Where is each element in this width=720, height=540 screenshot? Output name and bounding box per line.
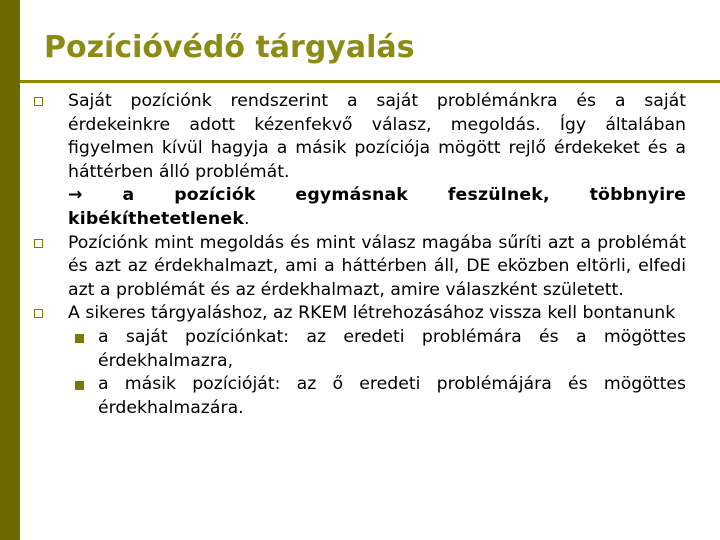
hollow-square-bullet-icon (34, 309, 43, 318)
slide-content (34, 90, 686, 420)
sub-bullet-2-text: a másik pozícióját: az ő eredeti problémájára és mögöttes érdekhalmazára. (98, 374, 686, 418)
bullet-1-emphasis (68, 184, 686, 231)
slide-title: Pozícióvédő tárgyalás (44, 30, 415, 65)
bullet-item-1 (34, 90, 686, 232)
bullet-2-text: Pozíciónk mint megoldás és mint válasz magába sűríti azt a problémát és azt az érdekhalmazt, ami a háttérben áll, DE eközben eltörli, elfedi azt a problémát és az érdekhalmazt, amire válaszként született. (68, 232, 686, 300)
left-accent-bar (0, 0, 20, 540)
bullet-1-emphasis-text: → a pozíciók egymásnak feszülnek, többnyire kibékíthetetlenek (68, 185, 686, 229)
hollow-square-bullet-icon (34, 97, 43, 106)
filled-square-bullet-icon (75, 381, 84, 390)
bullet-1-text: Saját pozíciónk rendszerint a saját problémánkra és a saját érdekeinkre adott kézenfekvő válasz, megoldás. Így általában figyelmen kívül hagyja a másik pozíciója mögött rejlő érdekeket és a háttérben álló problémát. (68, 91, 686, 182)
sub-bullet-1-text: a saját pozíciónkat: az eredeti problémára és a mögöttes érdekhalmazra, (98, 326, 686, 371)
bullet-1-emphasis-tail: . (244, 208, 250, 229)
sub-bullet-list (68, 326, 686, 420)
bullet-item-2 (34, 232, 686, 303)
title-underline (20, 80, 720, 83)
bullet-item-3 (34, 302, 686, 420)
sub-bullet-item-1 (66, 326, 686, 373)
bullet-3-text: A sikeres tárgyaláshoz, az RKEM létrehozásához vissza kell bontanunk (68, 303, 676, 324)
hollow-square-bullet-icon (34, 239, 43, 248)
filled-square-bullet-icon (75, 334, 84, 343)
sub-bullet-item-2 (66, 373, 686, 420)
